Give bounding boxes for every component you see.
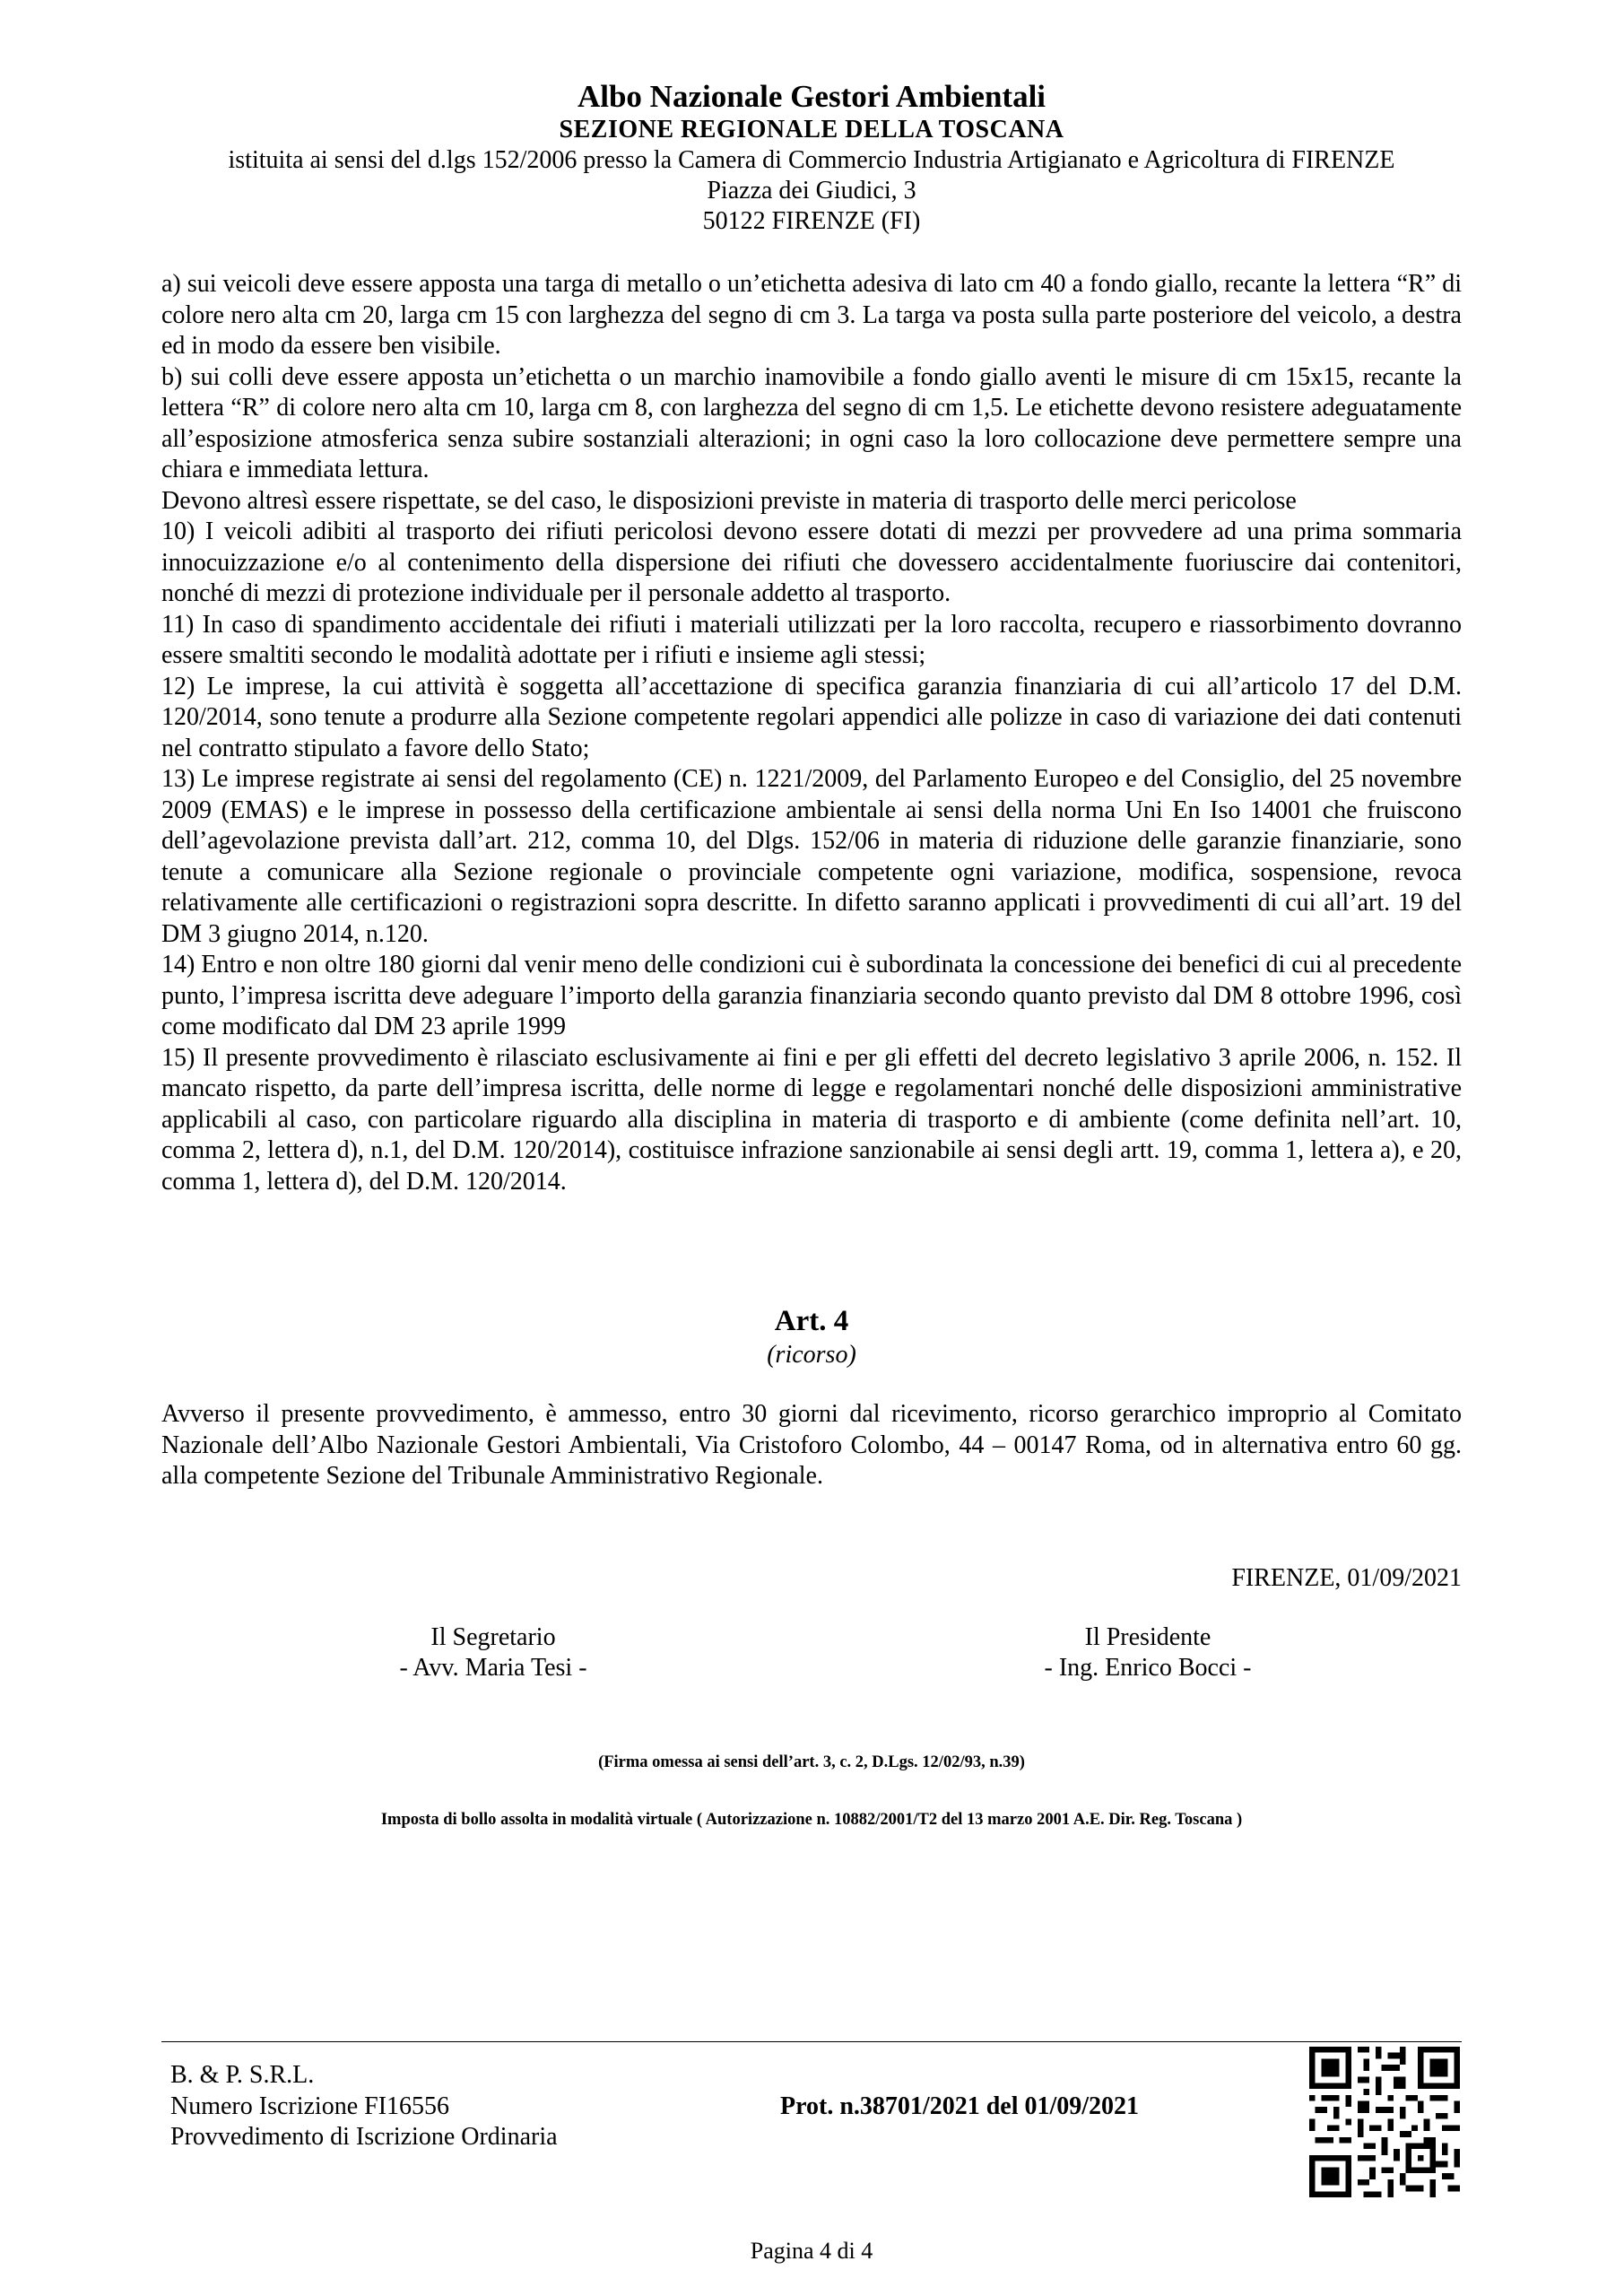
footer-company-info bbox=[170, 2060, 558, 2153]
signature-omitted-note: (Firma omessa ai sensi dell’art. 3, c. 2, D.Lgs. 12/02/93, n.39) bbox=[598, 1753, 1025, 1771]
secretary-role: Il Segretario bbox=[430, 1623, 556, 1651]
measure-type: Provvedimento di Iscrizione Ordinaria bbox=[170, 2123, 558, 2151]
provision-paragraph: a) sui veicoli deve essere apposta una targa di metallo o un’etichetta adesiva di lato cm 40 a fondo giallo, recante la lettera “R” di colore nero alta cm 20, larga cm 15 con larghezza del segno di cm 3. La targa va posta sulla parte posteriore del veicolo, a destra ed in modo da essere ben visibile. bbox=[161, 270, 1462, 360]
secretary-name: - Avv. Maria Tesi - bbox=[399, 1654, 587, 1682]
article-subtitle: (ricorso) bbox=[767, 1341, 856, 1369]
provision-paragraph: 11) In caso di spandimento accidentale dei rifiuti i materiali utilizzati per la loro raccolta, recupero e riassorbimento dovranno essere smaltiti secondo le modalità adottate per i rifiuti e insieme agli stessi; bbox=[161, 610, 1462, 669]
president-role: Il Presidente bbox=[1084, 1623, 1211, 1651]
header-section: SEZIONE REGIONALE DELLA TOSCANA bbox=[559, 116, 1064, 144]
provision-paragraph: 13) Le imprese registrate ai sensi del regolamento (CE) n. 1221/2009, del Parlamento Europeo e del Consiglio, del 25 novembre 2009 (EMAS) e le imprese in possesso della certificazione ambientale ai sensi della norma Uni En Iso 14001 che fruiscono dell’agevolazione prevista dall’art. 212, comma 10, del Dlgs. 152/06 in materia di riduzione delle garanzie finanziarie, sono tenute a comunicare alla Sezione regionale o provinciale competente ogni variazione, modifica, sospensione, revoca relativamente alle certificazioni o registrazioni sopra descritte. In difetto saranno applicati i provvedimenti di cui all’art. 19 del DM 3 giugno 2014, n.120. bbox=[161, 765, 1462, 948]
provision-paragraph: 15) Il presente provvedimento è rilasciato esclusivamente ai fini e per gli effetti del decreto legislativo 3 aprile 2006, n. 152. Il mancato rispetto, da parte dell’impresa iscritta, delle norme di legge e regolamentari nonché delle disposizioni amministrative applicabili al caso, con particolare riguardo alla disciplina in materia di trasporto e di ambiente (come definita nell’art. 10, comma 2, lettera d), n.1, del D.M. 120/2014), costituisce infrazione sanzionabile ai sensi degli artt. 19, comma 1, lettera a), e 20, comma 1, lettera d), del D.M. 120/2014. bbox=[161, 1043, 1462, 1196]
document-header bbox=[161, 79, 1462, 237]
company-name: B. & P. S.R.L. bbox=[170, 2061, 315, 2089]
article-title: Art. 4 bbox=[774, 1305, 849, 1337]
provision-paragraph: 14) Entro e non oltre 180 giorni dal venir meno delle condizioni cui è subordinata la concessione dei benefici di cui al precedente punto, l’impresa iscritta deve adeguare l’importo della garanzia finanziaria secondo quanto previsto dal DM 8 ottobre 1996, così come modificato dal DM 23 aprile 1999 bbox=[161, 951, 1462, 1040]
signature-president bbox=[915, 1622, 1381, 1683]
registration-number: Numero Iscrizione FI16556 bbox=[170, 2092, 450, 2120]
stamp-duty-note: Imposta di bollo assolta in modalità virtuale ( Autorizzazione n. 10882/2001/T2 del 13 marzo 2001 A.E. Dir. Reg. Toscana ) bbox=[380, 1811, 1243, 1829]
signature-secretary bbox=[260, 1622, 726, 1683]
provision-paragraph: b) sui colli deve essere apposta un’etichetta o un marchio inamovibile a fondo giallo aventi le misure di cm 15x15, recante la lettera “R” di colore nero alta cm 10, larga cm 8, con larghezza del segno di cm 1,5. Le etichette devono resistere adeguatamente all’esposizione atmosferica senza subire sostanziali alterazioni; in ogni caso la loro collocazione deve permettere sempre una chiara e immediata lettura. bbox=[161, 362, 1462, 483]
header-title: Albo Nazionale Gestori Ambientali bbox=[577, 79, 1046, 114]
president-name: - Ing. Enrico Bocci - bbox=[1044, 1654, 1252, 1682]
header-city: 50122 FIRENZE (FI) bbox=[702, 207, 921, 235]
provision-paragraph: Devono altresì essere rispettate, se del caso, le disposizioni previste in materia di trasporto delle merci pericolose bbox=[161, 486, 1297, 515]
article-paragraph: Avverso il presente provvedimento, è ammesso, entro 30 giorni dal ricevimento, ricorso gerarchico improprio al Comitato Nazionale dell’Albo Nazionale Gestori Ambientali, Via Cristoforo Colombo, 44 – 00147 Roma, od in alternativa entro 60 gg. alla competente Sezione del Tribunale Amministrativo Regionale. bbox=[161, 1400, 1462, 1490]
provision-paragraph: 12) Le imprese, la cui attività è soggetta all’accettazione di specifica garanzia finanziaria di cui all’articolo 17 del D.M. 120/2014, sono tenute a produrre alla Sezione competente regolari appendici alle polizze in caso di variazione dei dati contenuti nel contratto stipulato a favore dello Stato; bbox=[161, 672, 1462, 762]
article-text bbox=[161, 1399, 1462, 1492]
header-institution: istituita ai sensi del d.lgs 152/2006 presso la Camera di Commercio Industria Artigianato e Agricoltura di FIRENZE bbox=[228, 146, 1395, 174]
page-number: Pagina 4 di 4 bbox=[750, 2238, 873, 2264]
protocol-number: Prot. n.38701/2021 del 01/09/2021 bbox=[780, 2092, 1140, 2120]
header-address: Piazza dei Giudici, 3 bbox=[707, 177, 916, 204]
qr-code-icon bbox=[1309, 2047, 1460, 2197]
place-date: FIRENZE, 01/09/2021 bbox=[1231, 1564, 1462, 1592]
provisions-body bbox=[161, 269, 1462, 1197]
provision-paragraph: 10) I veicoli adibiti al trasporto dei rifiuti pericolosi devono essere dotati di mezzi per provvedere ad una prima sommaria innocuizzazione e/o al contenimento della dispersione dei rifiuti che dovessero accidentalmente fuoriuscire dai contenitori, nonché di mezzi di protezione individuale per il personale addetto al trasporto. bbox=[161, 517, 1462, 607]
footer-divider bbox=[161, 2041, 1462, 2042]
